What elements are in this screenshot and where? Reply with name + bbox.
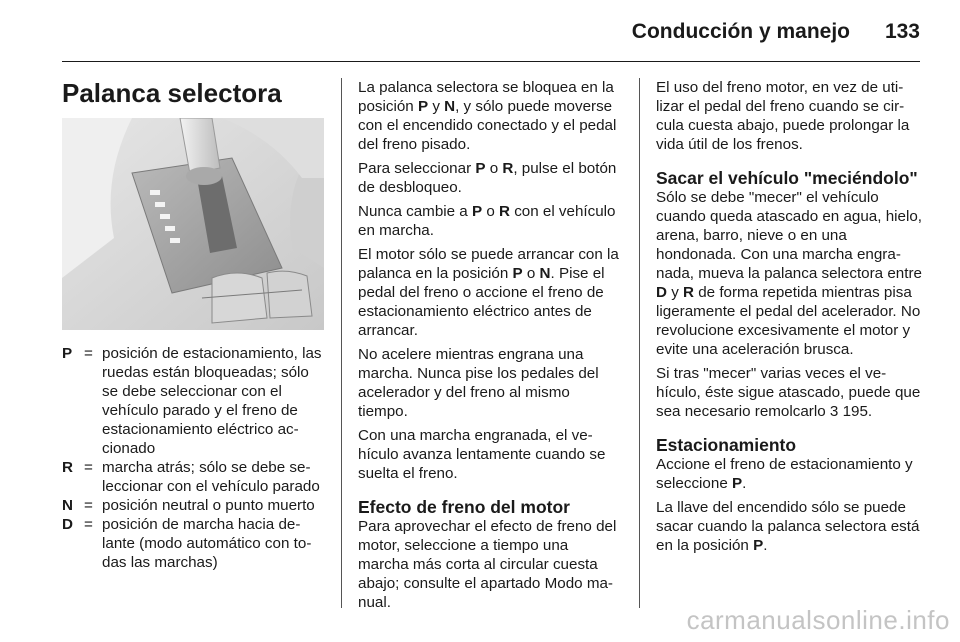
- paragraph: El uso del freno motor, en vez de utilizar el pedal del freno cuando se circula cuesta abajo, puede prolongar la vida útil de los frenos.: [656, 79, 910, 153]
- paragraph: Si tras "mecer" varias veces el vehículo, éste sigue atascado, puede que sea necesario remolcarlo 3 195.: [656, 365, 921, 420]
- definition-equals: =: [84, 516, 93, 533]
- definition-text: marcha atrás; sólo se debe seleccionar con el vehículo parado: [102, 459, 320, 495]
- paragraph: Para seleccionar P o R, pulse el botón de desbloqueo.: [358, 160, 617, 196]
- definition-equals: =: [84, 459, 93, 476]
- paragraph: No acelere mientras engrana una marcha. Nunca pise los pedales del acelerador y del freno al mismo tiempo.: [358, 346, 599, 420]
- column-2: [358, 78, 623, 617]
- definition-equals: =: [84, 345, 93, 362]
- header-rule: [62, 61, 920, 62]
- definition-list: [62, 344, 324, 572]
- watermark: carmanualsonline.info: [686, 605, 950, 635]
- definition-row: [62, 458, 324, 496]
- definition-equals: =: [84, 497, 93, 514]
- page-number: 133: [884, 20, 920, 43]
- paragraph: Para aprovechar el efecto de freno del motor, seleccione a tiempo una marcha más corta al circular cuesta abajo; consulte el apartado Modo manual.: [358, 518, 617, 611]
- definition-row: [62, 515, 324, 572]
- definition-row: [62, 344, 324, 458]
- definition-text: posición de marcha hacia delante (modo automático con todas las marchas): [102, 516, 312, 571]
- column-3: [656, 78, 924, 560]
- column-divider-2: [639, 78, 640, 608]
- definition-row: [62, 496, 324, 515]
- paragraph: La palanca selectora se bloquea en la posición P y N, y sólo puede moverse con el encendido conectado y el pedal del freno pisado.: [358, 79, 617, 153]
- definition-text: posición neutral o punto muerto: [102, 497, 315, 514]
- definition-key: N: [62, 497, 73, 514]
- definition-key: D: [62, 516, 73, 533]
- definition-key: R: [62, 459, 73, 476]
- paragraph: Accione el freno de estacionamiento y seleccione P.: [656, 456, 913, 492]
- definition-key: P: [62, 345, 73, 362]
- subheading: Sacar el vehículo "meciéndolo": [656, 168, 918, 188]
- column-1: [62, 78, 324, 572]
- paragraph: El motor sólo se puede arrancar con la palanca en la posición P o N. Pise el pedal del freno o accione el freno de estacionamiento eléctrico antes de arrancar.: [358, 246, 619, 339]
- definition-text: posición de estacionamiento, las ruedas están bloqueadas; sólo se debe seleccionar con el vehículo parado y el freno de estacionamiento eléctrico accionado: [102, 345, 322, 457]
- header-title: Conducción y manejo: [631, 20, 850, 43]
- cross-reference-arrow-icon: 3: [829, 403, 839, 420]
- paragraph: Sólo se debe "mecer" el vehículo cuando queda atascado en agua, hielo, arena, barro, nieve o en una hondonada. Con una marcha engranada, mueva la palanca selectora entre D y R de forma repetida mientras pisa ligeramente el pedal del acelerador. No revolucione excesivamente el motor y evite una aceleración brusca.: [656, 189, 923, 358]
- paragraph: Nunca cambie a P o R con el vehículo en marcha.: [358, 203, 616, 239]
- page-header: [0, 0, 960, 60]
- paragraph: Con una marcha engranada, el vehículo avanza lentamente cuando se suelta el freno.: [358, 427, 606, 482]
- subheading: Estacionamiento: [656, 435, 797, 455]
- subheading: Efecto de freno del motor: [358, 497, 570, 517]
- section-title: Palanca selectora: [62, 78, 282, 108]
- gear-selector-photo: [62, 118, 324, 330]
- column-divider-1: [341, 78, 342, 608]
- paragraph: La llave del encendido sólo se puede sacar cuando la palanca selectora está en la posición P.: [656, 499, 920, 554]
